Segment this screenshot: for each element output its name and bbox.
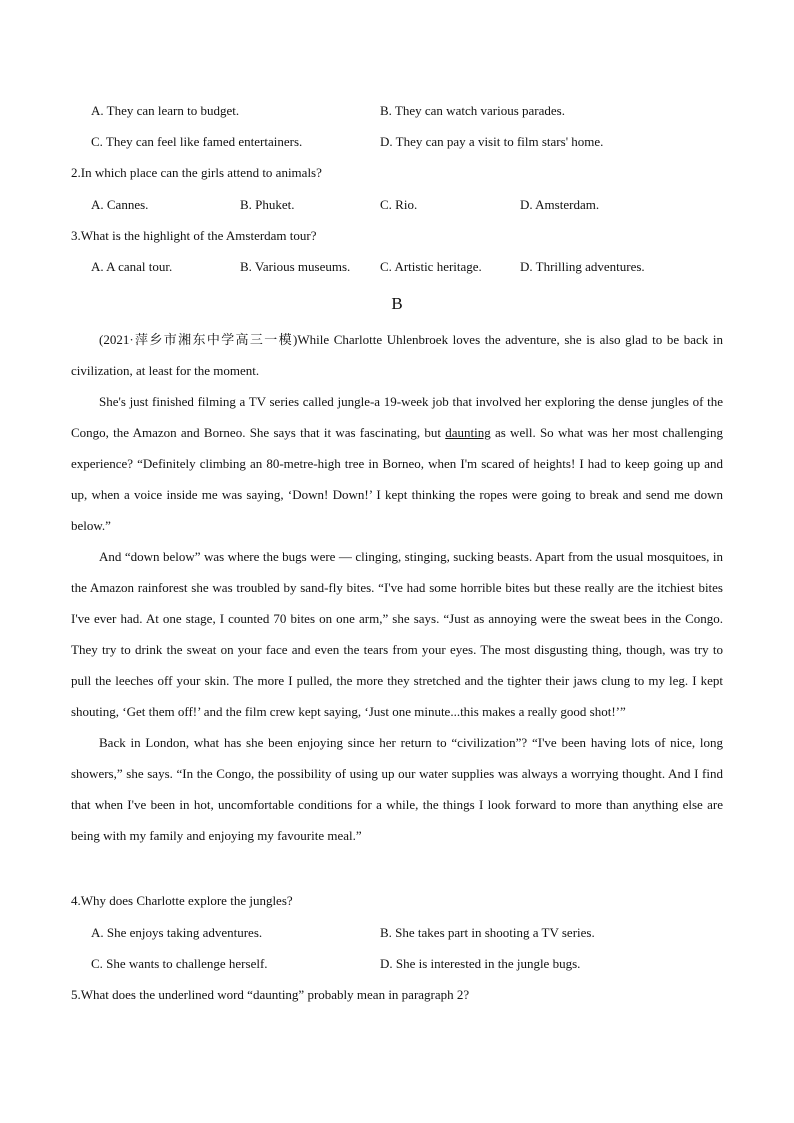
q4-option-b: B. She takes part in shooting a TV series. (380, 925, 595, 940)
q1-option-b: B. They can watch various parades. (380, 103, 565, 118)
q2-option-c: C. Rio. (380, 197, 418, 212)
section-title: B (391, 294, 403, 313)
q1-option-c: C. They can feel like famed entertainers. (91, 134, 303, 149)
q4-option-d: D. She is interested in the jungle bugs. (380, 956, 581, 971)
q2-option-d: D. Amsterdam. (520, 197, 600, 212)
q2-stem: 2.In which place can the girls attend to animals? (71, 165, 322, 180)
passage-paragraph-4: Back in London, what has she been enjoying since her return to “civilization”? “I've been having lots of nice, long showers,” she says. “In the Congo, the possibility of using up our water supplies was always a worrying thought. And I find that when I've been in hot, uncomfortable conditions for a while, the things I look forward to more than anything else are being with my family and enjoying my favourite meal.” (71, 735, 723, 843)
passage-paragraph-2 (71, 386, 723, 541)
q2-option-b: B. Phuket. (240, 197, 295, 212)
q3-option-d: D. Thrilling adventures. (520, 259, 645, 274)
q4-stem: 4.Why does Charlotte explore the jungles? (71, 893, 293, 908)
q4-option-a: A. She enjoys taking adventures. (91, 925, 263, 940)
q4-option-c: C. She wants to challenge herself. (91, 956, 268, 971)
underlined-word: daunting (445, 425, 491, 440)
q3-stem: 3.What is the highlight of the Amsterdam tour? (71, 228, 317, 243)
q3-option-c: C. Artistic heritage. (380, 259, 482, 274)
q2-option-a: A. Cannes. (91, 197, 149, 212)
passage (71, 324, 723, 851)
q3-option-b: B. Various museums. (240, 259, 351, 274)
q5-stem: 5.What does the underlined word “daunting” probably mean in paragraph 2? (71, 987, 470, 1002)
p2-before: She's just finished filming a TV series called jungle-a 19-week job that involved her exploring the dense jungles of the Congo, the Amazon and Borneo. She says that it was fascinating, but (71, 394, 723, 440)
p2-after: as well. So what was her most challenging experience? “Definitely climbing an 80-metre-high tree in Borneo, when I'm scared of heights! I had to keep going up and up, when a voice inside me was saying, ‘Down! Down!’ I kept thinking the ropes were going to break and send me down below.” (71, 425, 723, 533)
q1-option-d: D. They can pay a visit to film stars' home. (380, 134, 604, 149)
passage-paragraph-1: (2021·萍乡市湘东中学高三一模)While Charlotte Uhlenbroek loves the adventure, she is also glad to be back in civilization, at least for the moment. (71, 332, 723, 378)
q1-option-a: A. They can learn to budget. (91, 103, 240, 118)
passage-paragraph-3: And “down below” was where the bugs were — clinging, stinging, sucking beasts. Apart from the usual mosquitoes, in the Amazon rainforest she was troubled by sand-fly bites. “I've had some horrible bites but these really are the itchiest bites I've ever had. At one stage, I counted 70 bites on one arm,” she says. “Just as annoying were the sweat bees in the Congo. They try to drink the sweat on your face and even the tears from your eyes. The most disgusting thing, though, was try to pull the leeches off your skin. The more I pulled, the more they stretched and the tighter their jaws clung to my leg. I kept shouting, ‘Get them off!’ and the film crew kept saying, ‘Just one minute...this makes a really good shot!’” (71, 549, 723, 719)
q3-option-a: A. A canal tour. (91, 259, 173, 274)
